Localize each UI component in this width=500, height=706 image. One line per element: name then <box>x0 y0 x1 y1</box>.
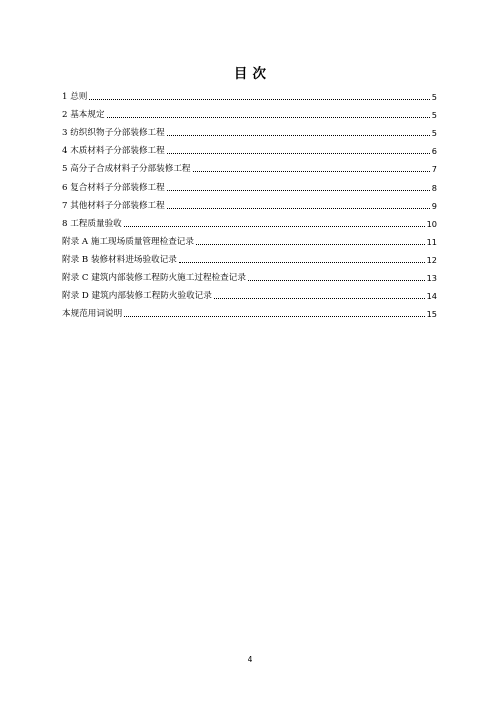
toc-entry-title: 附录 D 建筑内部装修工程防火验收记录 <box>62 291 212 302</box>
toc-entry-composite[interactable] <box>62 174 437 192</box>
toc-entry-page: 5 <box>431 110 437 121</box>
toc-entry-page: 14 <box>426 291 437 302</box>
toc-entry-other-materials[interactable] <box>62 193 437 211</box>
page-title: 目 次 <box>233 66 267 82</box>
toc-entry-title: 附录 B 装修材料进场验收记录 <box>62 254 177 265</box>
toc-entry-textile[interactable] <box>62 120 437 138</box>
toc-leader-dots <box>167 189 430 191</box>
toc-entry-title: 附录 A 施工现场质量管理检查记录 <box>62 236 194 247</box>
toc-entry-page: 11 <box>426 236 437 247</box>
toc-leader-dots <box>167 207 430 209</box>
toc-entry-page: 8 <box>431 182 437 193</box>
toc-entry-page: 9 <box>431 200 437 211</box>
toc-entry-title: 附录 C 建筑内部装修工程防火施工过程检查记录 <box>62 273 246 284</box>
toc-leader-dots <box>167 152 430 154</box>
toc-entry-appendix-c[interactable] <box>62 265 437 283</box>
toc-leader-dots <box>107 116 430 118</box>
toc-entry-title: 2 基本规定 <box>62 110 105 121</box>
toc-leader-dots <box>167 134 430 136</box>
toc-entry-title: 7 其他材料子分部装修工程 <box>62 200 165 211</box>
toc-leader-dots <box>214 297 425 299</box>
toc-entry-basic-provisions[interactable] <box>62 102 437 120</box>
toc-entry-page: 15 <box>426 309 437 320</box>
toc-entry-title: 6 复合材料子分部装修工程 <box>62 182 165 193</box>
toc-entry-title: 5 高分子合成材料子分部装修工程 <box>62 164 191 175</box>
toc-entry-page: 13 <box>426 273 437 284</box>
toc-entry-title: 3 纺织织物子分部装修工程 <box>62 128 165 139</box>
toc-entry-appendix-b[interactable] <box>62 247 437 265</box>
toc-leader-dots <box>124 225 425 227</box>
toc-entry-page: 6 <box>431 146 437 157</box>
toc-entry-page: 10 <box>426 218 437 229</box>
toc-entry-title: 1 总则 <box>62 92 88 103</box>
toc-leader-dots <box>196 243 425 245</box>
toc-entry-wording-explanation[interactable] <box>62 301 437 319</box>
toc-entry-polymer[interactable] <box>62 156 437 174</box>
toc-leader-dots <box>179 261 425 263</box>
toc-entry-page: 5 <box>431 128 437 139</box>
toc-entry-general[interactable] <box>62 84 437 102</box>
toc-entry-page: 5 <box>431 92 437 103</box>
toc-leader-dots <box>193 170 430 172</box>
toc-leader-dots <box>248 279 425 281</box>
page-number: 4 <box>247 655 253 664</box>
toc-entry-title: 本规范用词说明 <box>62 309 123 320</box>
toc-entry-page: 12 <box>426 254 437 265</box>
table-of-contents <box>62 84 437 319</box>
toc-entry-appendix-a[interactable] <box>62 229 437 247</box>
toc-entry-page: 7 <box>431 164 437 175</box>
toc-entry-quality-acceptance[interactable] <box>62 211 437 229</box>
toc-leader-dots <box>124 315 424 317</box>
toc-entry-title: 8 工程质量验收 <box>62 218 122 229</box>
toc-entry-appendix-d[interactable] <box>62 283 437 301</box>
toc-leader-dots <box>89 98 429 100</box>
toc-entry-wood[interactable] <box>62 138 437 156</box>
toc-entry-title: 4 木质材料子分部装修工程 <box>62 146 165 157</box>
